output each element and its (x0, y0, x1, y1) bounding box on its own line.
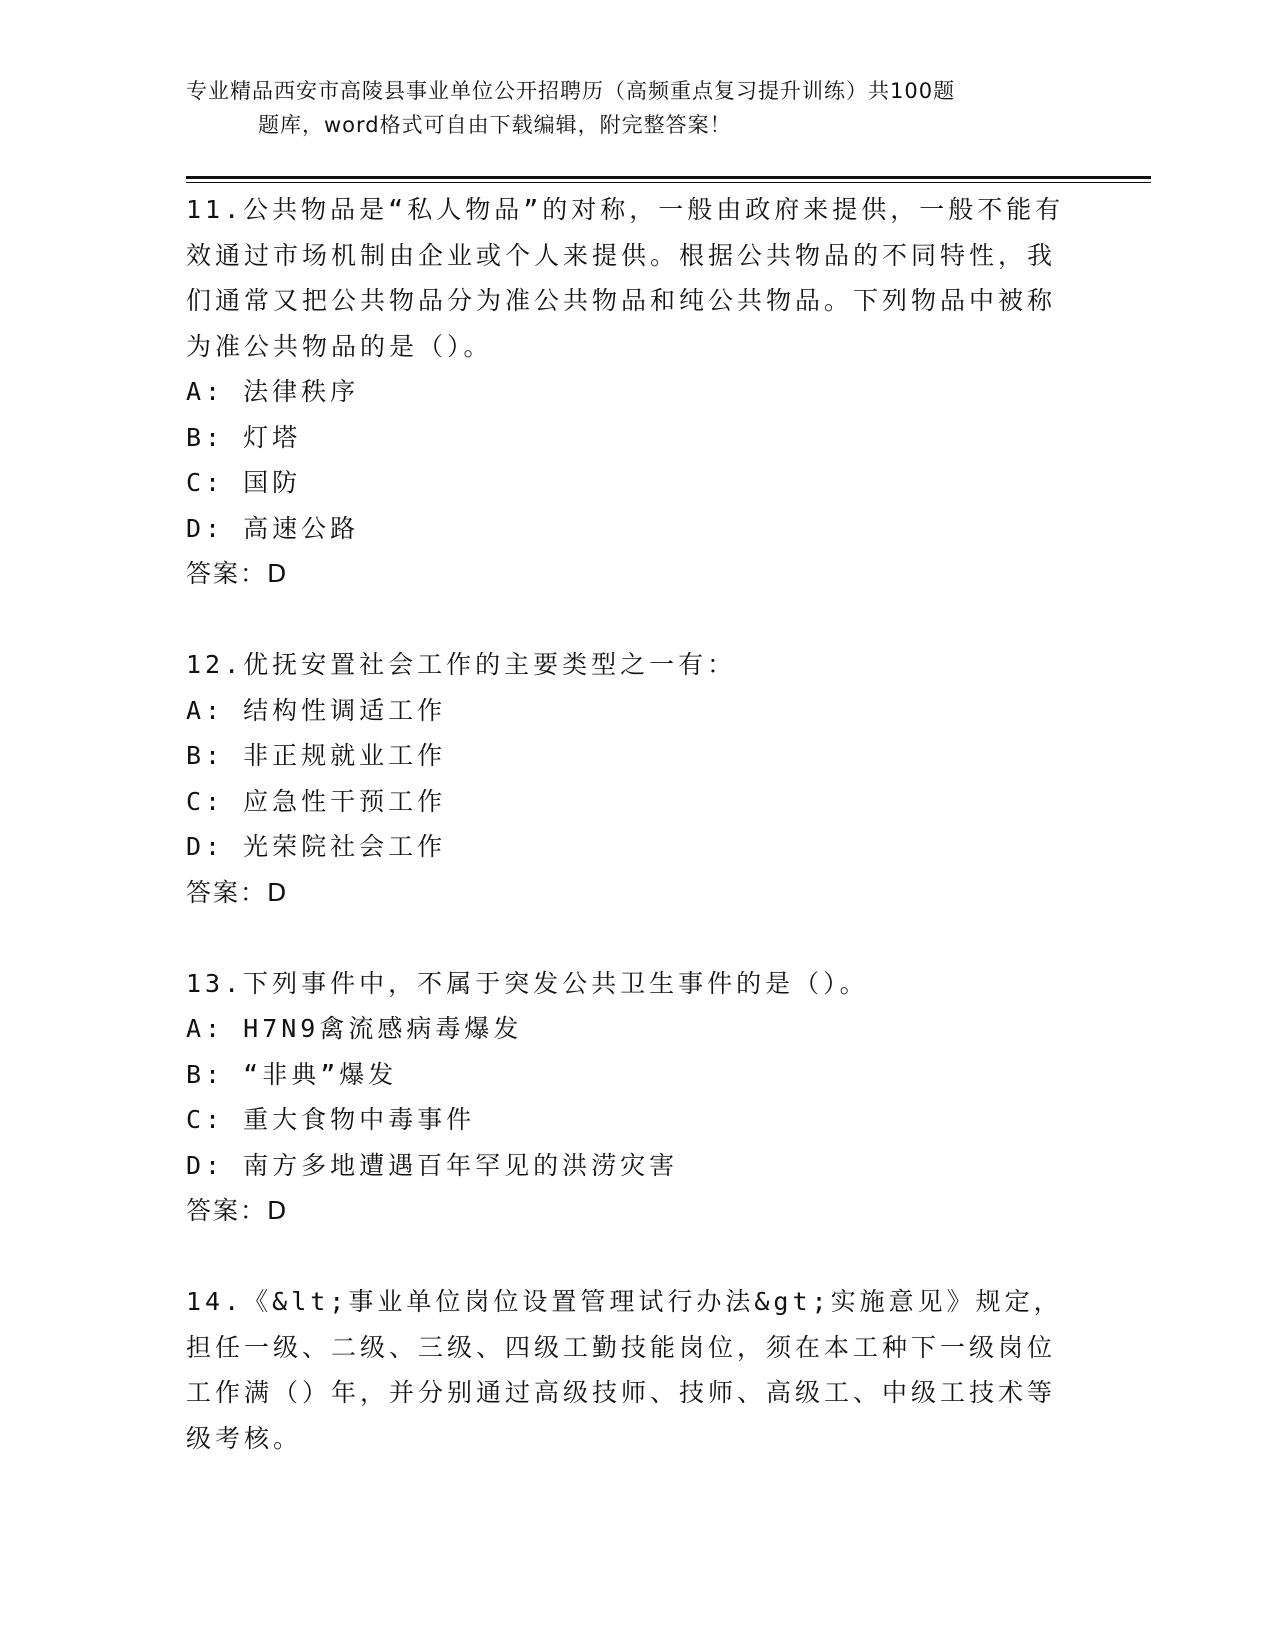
option-d: D: 高速公路 (186, 513, 360, 543)
option-c: C: 应急性干预工作 (186, 786, 447, 816)
answer: 答案：D (186, 877, 289, 907)
header-rule-thin (186, 182, 1151, 183)
header-rule-thick (186, 176, 1151, 179)
question-13 (186, 961, 1086, 1234)
spacer (186, 1234, 1086, 1280)
document-header (186, 74, 1086, 142)
option-b: B: 灯塔 (186, 422, 302, 452)
option-c: C: 国防 (186, 468, 302, 497)
question-stem: 13.下列事件中，不属于突发公共卫生事件的是（）。 (186, 968, 869, 998)
question-12 (186, 642, 1086, 915)
spacer (186, 915, 1086, 961)
question-11 (186, 187, 1086, 597)
option-d: D: 光荣院社会工作 (186, 832, 447, 861)
header-title-line-2: 题库，word格式可自由下载编辑，附完整答案！ (258, 113, 732, 137)
question-stem: 11.公共物品是“私人物品”的对称，一般由政府来提供，一般不能有效通过市场机制由企业或个人来提供。根据公共物品的不同特性，我们通常又把公共物品分为准公共物品和纯公共物品。下列物品中被称为准公共物品的是（）。 (186, 195, 1065, 361)
option-d: D: 南方多地遭遇百年罕见的洪涝灾害 (186, 1150, 679, 1180)
answer: 答案：D (186, 1196, 289, 1225)
question-list (186, 187, 1086, 1461)
question-14 (186, 1279, 1086, 1461)
option-b: B: “非典”爆发 (186, 1059, 398, 1089)
spacer (186, 597, 1086, 643)
option-a: A: 结构性调适工作 (186, 695, 447, 725)
question-stem: 12.优抚安置社会工作的主要类型之一有： (186, 650, 737, 679)
option-a: A: 法律秩序 (186, 377, 360, 406)
answer: 答案：D (186, 559, 289, 588)
header-title-line-1: 专业精品西安市高陵县事业单位公开招聘历（高频重点复习提升训练）共100题 (186, 79, 956, 103)
option-b: B: 非正规就业工作 (186, 741, 447, 770)
question-stem: 14.《&lt;事业单位岗位设置管理试行办法&gt;实施意见》规定，担任一级、二级、三级、四级工勤技能岗位，须在本工种下一级岗位工作满（）年，并分别通过高级技师、技师、高级工、中级工技术等级考核。 (186, 1287, 1063, 1453)
option-a: A: H7N9禽流感病毒爆发 (186, 1014, 523, 1043)
option-c: C: 重大食物中毒事件 (186, 1105, 476, 1134)
